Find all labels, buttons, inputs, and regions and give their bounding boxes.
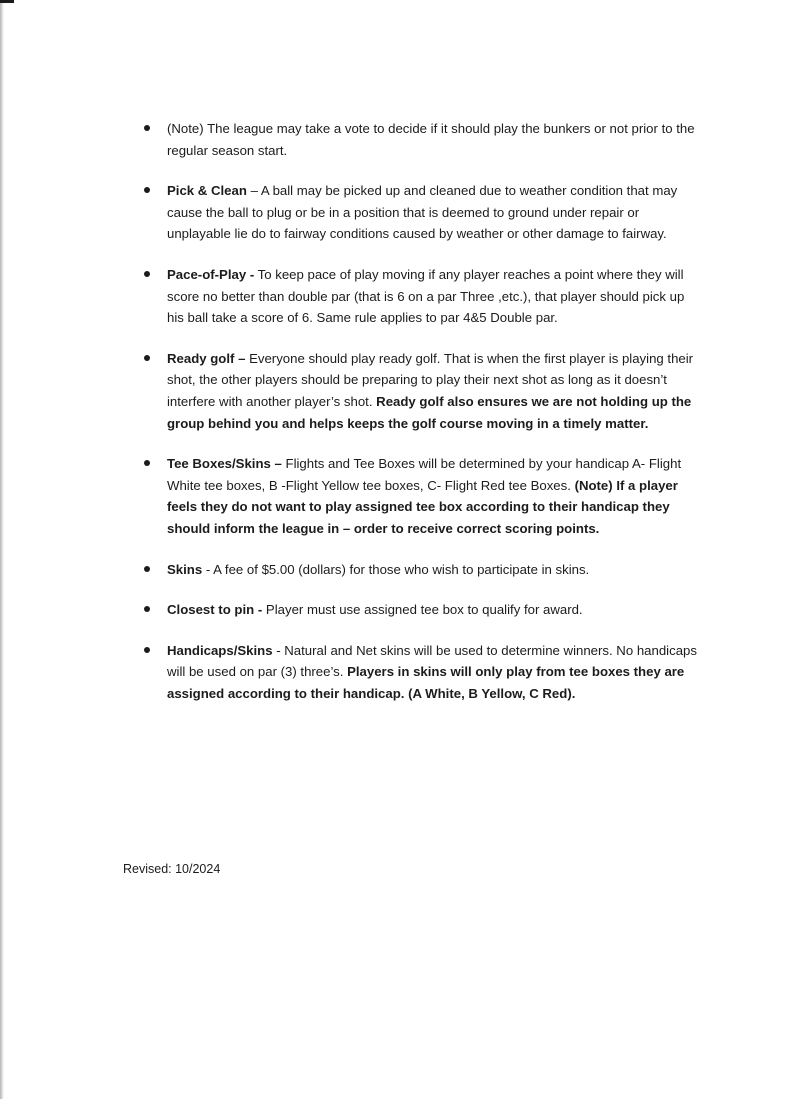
bullet-icon: [144, 355, 150, 361]
rule-text: Player must use assigned tee box to qualify for award.: [262, 602, 583, 618]
rule-item: [0, 118, 800, 161]
rule-text-bold: Skins: [167, 561, 203, 577]
rule-text-bold: Closest to pin -: [167, 602, 263, 618]
rule-item: [0, 264, 800, 329]
rule-item: [0, 348, 800, 434]
bullet-icon: [144, 566, 150, 572]
revised-date: Revised: 10/2024: [123, 862, 221, 876]
rule-item: [0, 559, 800, 581]
rules-list: [0, 118, 800, 723]
rule-text-bold: Players in skins will only play from tee boxes they are assigned according to their handicap. (A White, B Yellow, C Red).: [167, 664, 685, 701]
rule-text: (Note) The league may take a vote to decide if it should play the bunkers or not prior to the regular season start.: [167, 121, 695, 158]
rule-item: [0, 453, 800, 539]
bullet-icon: [144, 271, 150, 277]
rule-text-bold: Pick & Clean: [167, 183, 247, 199]
bullet-icon: [144, 460, 150, 466]
rule-text: Flights and Tee Boxes will be determined by your handicap A- Flight White tee boxes, B -Flight Yellow tee boxes, C- Flight Red tee Boxes.: [167, 456, 682, 493]
rule-item: [0, 599, 800, 621]
rule-text-bold: Ready golf –: [167, 350, 246, 366]
bullet-icon: [144, 647, 150, 653]
rule-text: - A fee of $5.00 (dollars) for those who wish to participate in skins.: [202, 561, 590, 577]
rule-text-bold: Ready golf also ensures we are not holding up the group behind you and helps keeps the golf course moving in a timely matter.: [167, 393, 692, 431]
rule-text-bold: Pace-of-Play -: [167, 266, 255, 282]
bullet-icon: [144, 187, 150, 193]
bullet-icon: [144, 606, 150, 612]
bullet-icon: [144, 125, 150, 131]
rule-text: – A ball may be picked up and cleaned due to weather condition that may cause the ball to plug or be in a position that is deemed to ground under repair or unplayable lie do to fairway conditions caused by weather or other damage to fairway.: [167, 183, 678, 242]
rule-text: To keep pace of play moving if any player reaches a point where they will score no better than double par (that is 6 on a par Three ,etc.), that player should pick up his ball take a score of 6. Same rule applies to par 4&5 Double par.: [167, 266, 685, 326]
rule-item: [0, 640, 800, 705]
rule-text: - Natural and Net skins will be used to determine winners. No handicaps will be used on par (3) three’s.: [167, 642, 697, 680]
scan-corner-mark: [0, 0, 14, 3]
rule-text-bold: Handicaps/Skins: [167, 642, 273, 658]
rule-text: Everyone should play ready golf. That is when the first player is playing their shot, the other players should be preparing to play their next shot as long as it doesn’t interfere with another player’s shot.: [167, 350, 694, 409]
rule-item: [0, 180, 800, 245]
rule-text-bold: Tee Boxes/Skins –: [167, 456, 282, 472]
rule-text-bold: (Note) If a player feels they do not want to play assigned tee box according to their handicap they should inform the league in – order to receive correct scoring points.: [167, 477, 678, 536]
